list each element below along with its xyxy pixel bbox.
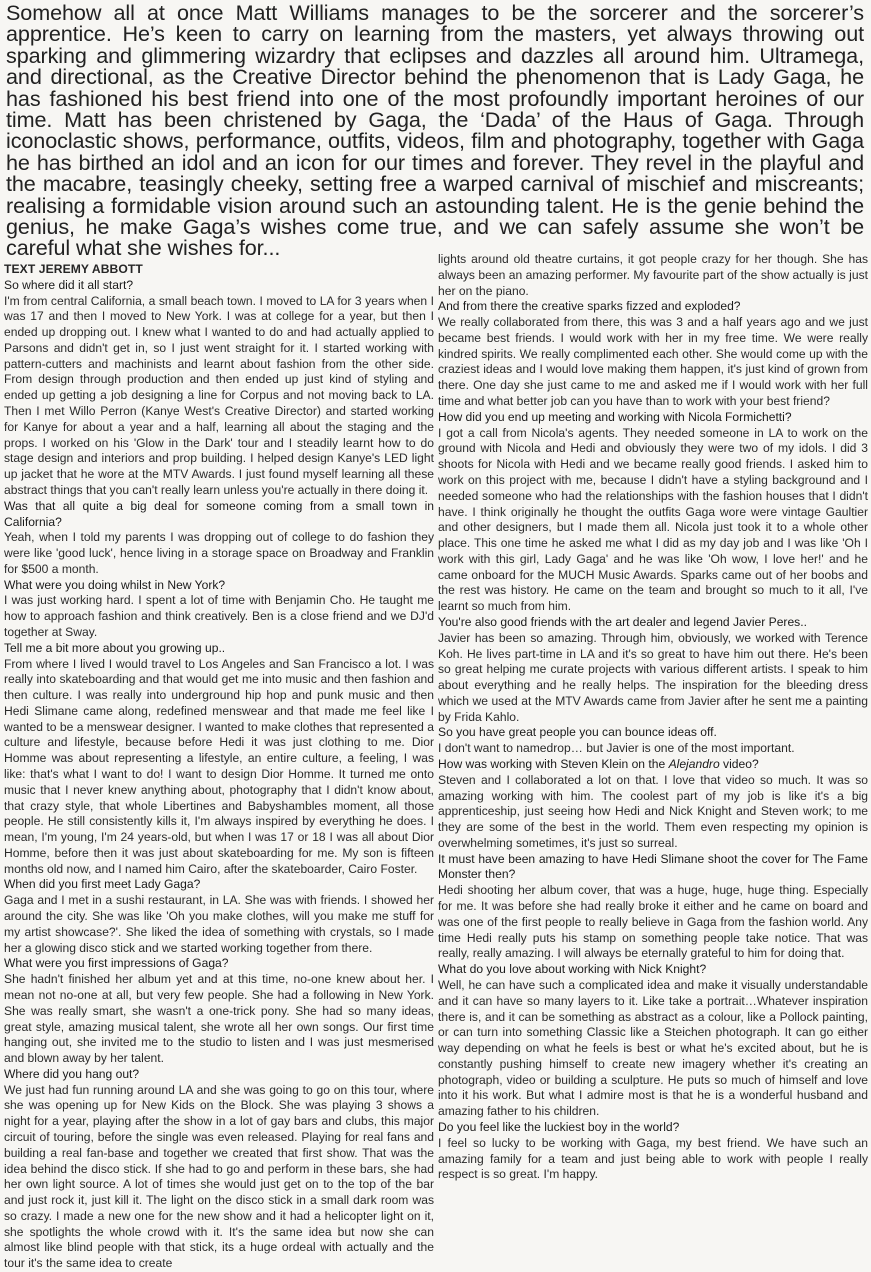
question-9: How did you end up meeting and working with Nicola Formichetti? <box>438 409 792 424</box>
answer-4: From where I lived I would travel to Los Angeles and San Francisco a lot. I was really into skateboarding and that would get me into music and then fashion and then culture. I was really into underground hip hop and punk music and then Hedi Slimane came along, redefined menswear and that made me feel like I wanted to be a menswear designer. I wanted to make clothes that represented a culture and lifestyle, because before Hedi it was just clothing to me. Dior Homme was about representing a lifestyle, an entire culture, a feeling, I was like: that's what I want to do! I want to design Dior Homme. It turned me onto music that I never knew anything about, photography that I didn't know about, that crazy style, that whole Libertines and Babyshambles moment, all those people. He still consistently kills it, I'm always inspired by everything he does. I mean, I'm young, I'm 24 years-old, but when I was 17 or 18 I was all about Dior Homme, before then it was just about skateboarding for me. My son is fifteen months old now, and I named him Cairo, after the skateboarder, Cairo Foster. <box>4 656 434 876</box>
question-10: You're also good friends with the art dealer and legend Javier Peres.. <box>438 614 807 629</box>
question-8: And from there the creative sparks fizzed and exploded? <box>438 299 741 314</box>
question-4: Tell me a bit more about you growing up.. <box>4 640 226 655</box>
question-2: Was that all quite a big deal for someone coming from a small town in California? <box>4 498 434 529</box>
byline: TEXT JEREMY ABBOTT <box>4 262 143 276</box>
article-body <box>4 252 868 1271</box>
question-12-end: video? <box>719 757 759 771</box>
question-14: What do you love about working with Nick Knight? <box>438 962 707 977</box>
answer-6: She hadn't finished her album yet and at this time, no-one knew about her. I mean not no-one at all, but very few people. She had a following in New York. She was really smart, she wasn't a one-trick pony. She had so many ideas, great style, amazing musical talent, she wrote all her own songs. Our first time hanging out, she invited me to the studio to listen and I was just mesmerised and blown away by her talent. <box>4 972 434 1066</box>
answer-7: We just had fun running around LA and she was going to go on this tour, where she was opening up for New Kids on the Block. She was playing 3 shows a night for a year, playing after the show in a lot of gay bars and clubs, this major circuit of touring, before the single was even released. Playing for real fans and building a real fan-base and together we created that first show. That was the idea behind the disco stick. If she had to go and perform in these bars, she had her own light source. A lot of times she would just get on to the top of the bar and just rock it, just kill it. The light on the disco stick in a small dark room was so crazy. I made a new one for the new show and it had a helicopter light on it, she spotlights the whole crowd with it. It's the same idea but now she can almost like blind people with that stick, its a huge ordeal with actually and the tour it's the same idea to create <box>4 1082 434 1271</box>
answer-11: I don't want to namedrop… but Javier is one of the most important. <box>438 741 795 756</box>
question-6: What were you first impressions of Gaga? <box>4 956 229 971</box>
answer-5: Gaga and I met in a sushi restaurant, in LA. She was with friends. I showed her around the city. She was like 'Oh you make clothes, will you make me stuff for my artist showcase?'. She liked the idea of something with crystals, so I made her a glowing disco stick and we started working together from there. <box>4 893 434 955</box>
answer-15: I feel so lucky to be working with Gaga, my best friend. We have such an amazing family for a team and just being able to work with people I really respect is so great. I'm happy. <box>438 1135 868 1182</box>
answer-7-continued: lights around old theatre curtains, it got people crazy for her though. She has always been an amazing performer. My favourite part of the show actually is just her on the piano. <box>438 252 868 298</box>
question-12 <box>438 757 868 773</box>
right-column <box>438 252 868 1200</box>
answer-8: We really collaborated from there, this was 3 and a half years ago and we just became best friends. I would work with her in my free time. We were really kindred spirits. We really complimented each other. She would come up with the craziest ideas and I would love making them happen, it's just kind of grown from there. One day she just came to me and asked me if I would work with her full time and what better job can you have than to work with your best friend? <box>438 315 868 409</box>
answer-12: Steven and I collaborated a lot on that. I love that video so much. It was so amazing working with him. The coolest part of my job is like it's a big apprenticeship, just seeing how Hedi and Nick Knight and Steven work; to me they are some of the best in the world. Them even respecting my opinion is overwhelming sometimes, it's just so surreal. <box>438 772 868 850</box>
answer-14: Well, he can have such a complicated idea and make it visually understandable and it can have so many layers to it. Like take a portrait…Whatever inspiration there is, and it can be something as abstract as a colour, like a Pollock painting, or can turn into something Classic like a Steichen photograph. It can go either way depending on what he feels is best or what he's excited about, but he is constantly pushing himself to create new imagery whether it's creating an photograph, video or building a sculpture. He puts so much of himself and love into it his work. But what I admire most is that he is a wonderful husband and amazing father to his children. <box>438 977 868 1119</box>
video-title: Alejandro <box>668 757 720 771</box>
left-column <box>4 262 434 1271</box>
answer-3: I was just working hard. I spent a lot of time with Benjamin Cho. He taught me how to approach fashion and think creatively. Ben is a close friend and we DJ'd together at Sway. <box>4 593 434 639</box>
answer-2: Yeah, when I told my parents I was dropping out of college to do fashion they were like 'good luck', hence living in a storage space on Broadway and Franklin for $500 a month. <box>4 530 434 576</box>
question-5: When did you first meet Lady Gaga? <box>4 877 201 892</box>
intro-paragraph: Somehow all at once Matt Williams manages to be the sorcerer and the sorcerer’s apprentice. He’s keen to carry on learning from the masters, yet always throwing out sparking and glimmering wizardry that eclipses and dazzles all around him. Ultramega, and directional, as the Creative Director behind the phenomenon that is Lady Gaga, he has fashioned his best friend into one of the most profoundly important heroines of our time. Matt has been christened by Gaga, the ‘Dada’ of the Haus of Gaga. Through iconoclastic shows, performance, outfits, videos, film and photography, together with Gaga he has birthed an idol and an icon for our times and forever. They revel in the playful and the macabre, teasingly cheeky, setting free a warped carnival of mischief and miscreants; realising a formidable vision around such an astounding talent. He is the genie behind the genius, he make Gaga’s wishes come true, and we can safely assume she won’t be careful what she wishes for... <box>6 0 864 261</box>
question-1: So where did it all start? <box>4 277 134 292</box>
question-15: Do you feel like the luckiest boy in the world? <box>438 1119 680 1134</box>
answer-1: I'm from central California, a small beach town. I moved to LA for 3 years when I was 17 and then I moved to New York. I was at college for a year, but then I ended up dropping out. I knew what I wanted to do and had actually applied to Parsons and didn't get in, so I just went straight for it. I started working with pattern-cutters and machinists and learnt about fashion from the other side. From design through production and then ended up just kind of styling and ended up getting a job designing a line for Corpus and not moving back to LA. Then I met Willo Perron (Kanye West's Creative Director) and started working for Kanye for about a year and a half, learning all about the staging and the props. I worked on his 'Glow in the Dark' tour and I steadily learnt how to do stage design and interiors and prop building. I helped design Kanye's LED light up jacket that he wore at the MTV Awards. I just found myself learning all these abstract things that you can't really learn unless you're actually in there doing it. <box>4 293 434 497</box>
question-13: It must have been amazing to have Hedi Slimane shoot the cover for The Fame Monster then? <box>438 851 868 882</box>
answer-9: I got a call from Nicola's agents. They needed someone in LA to work on the ground with Nicola and Hedi and obviously they were two of my idols. I did 3 shoots for Nicola with Hedi and we became really good friends. I asked him to work on this project with me, because I didn't have a styling background and I needed someone who had the relationships with the fashion houses that I didn't have. I think originally he thought the outfits Gaga wore were vintage Gaultier and other designers, but I made them all. Nicola just took it to a whole other place. This one time he asked me what I did as my day job and I was like 'Oh I work with this girl, Lady Gaga' and he was like 'Oh wow, I love her!' and he came onboard for the MUCH Music Awards. Sparks came out of her boobs and the rest was history. He came on the team and brought so much to it all, I've learnt so much from him. <box>438 425 868 614</box>
answer-10: Javier has been so amazing. Through him, obviously, we worked with Terence Koh. He lives part-time in LA and it's so great to have him out there. He's been so great helping me curate projects with various different artists. I speak to him about everything and he really helps. The inspiration for the bleeding dress which we used at the MTV Awards came from Javier after he sent me a painting by Frida Kahlo. <box>438 630 868 724</box>
question-3: What were you doing whilst in New York? <box>4 577 226 592</box>
question-12-text: How was working with Steven Klein on the <box>438 757 669 771</box>
answer-13: Hedi shooting her album cover, that was a huge, huge, huge thing. Especially for me. It was before she had really broke it either and he came on board and was one of the first people to really believe in Gaga from the fashion world. Any time Hedi really puts his stamp on something people take notice. That was really, really amazing. I will always be eternally grateful to him for doing that. <box>438 883 868 961</box>
question-7: Where did you hang out? <box>4 1066 140 1081</box>
question-11: So you have great people you can bounce ideas off. <box>438 725 717 740</box>
